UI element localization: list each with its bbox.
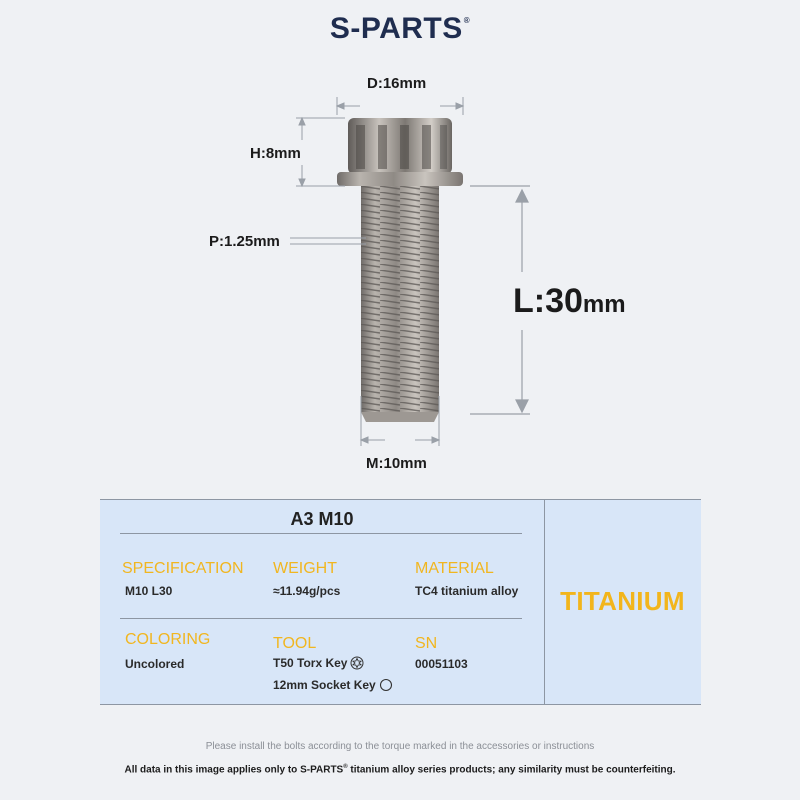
length-value: :30 <box>533 282 583 320</box>
weight-value: ≈11.94g/pcs <box>273 584 341 598</box>
tool-torx <box>273 656 364 670</box>
bolt-shank <box>361 186 439 422</box>
bolt-head <box>348 118 452 174</box>
material-highlight: TITANIUM <box>560 586 685 616</box>
disclaimer-before: All data in this image applies only to S-PARTS <box>124 764 344 776</box>
panel-divider-middle <box>120 618 522 619</box>
socket-icon <box>379 678 393 692</box>
dimension-pitch: P:1.25mm <box>209 233 280 250</box>
sn-label: SN <box>415 635 438 652</box>
sn-value: 00051103 <box>415 657 468 671</box>
disclaimer <box>0 764 800 775</box>
tool-label: TOOL <box>273 635 317 652</box>
material-value: TC4 titanium alloy <box>415 584 519 598</box>
spec-panel <box>100 499 701 705</box>
tool-socket <box>273 678 393 692</box>
weight-label: WEIGHT <box>273 560 337 577</box>
install-note: Please install the bolts according to the torque marked in the accessories or instructions <box>205 741 595 752</box>
pitch-guide <box>290 238 366 244</box>
dimension-thread: M:10mm <box>366 455 427 472</box>
dimension-diameter: D:16mm <box>367 75 427 92</box>
registered-mark: ® <box>463 16 471 25</box>
tool-socket-text: 12mm Socket Key <box>273 678 376 692</box>
disclaimer-mark: ® <box>343 764 348 770</box>
specification-label: SPECIFICATION <box>122 560 244 577</box>
torx-icon <box>350 656 364 670</box>
spec-title: A3 M10 <box>290 509 354 529</box>
bolt-flange <box>337 172 463 186</box>
specification-value: M10 L30 <box>125 584 173 598</box>
brand-name: S-PARTS <box>329 12 463 45</box>
length-letter: L <box>513 282 534 320</box>
dimension-length <box>513 282 626 321</box>
dimension-height: H:8mm <box>250 145 301 162</box>
length-unit: mm <box>582 291 626 318</box>
coloring-label: COLORING <box>125 631 211 648</box>
disclaimer-after: titanium alloy series products; any similarity must be counterfeiting. <box>347 764 676 776</box>
material-label: MATERIAL <box>415 560 494 577</box>
coloring-value: Uncolored <box>125 657 185 671</box>
panel-divider-title <box>120 533 522 534</box>
diameter-guide <box>337 97 463 115</box>
tool-torx-text: T50 Torx Key <box>273 656 348 670</box>
